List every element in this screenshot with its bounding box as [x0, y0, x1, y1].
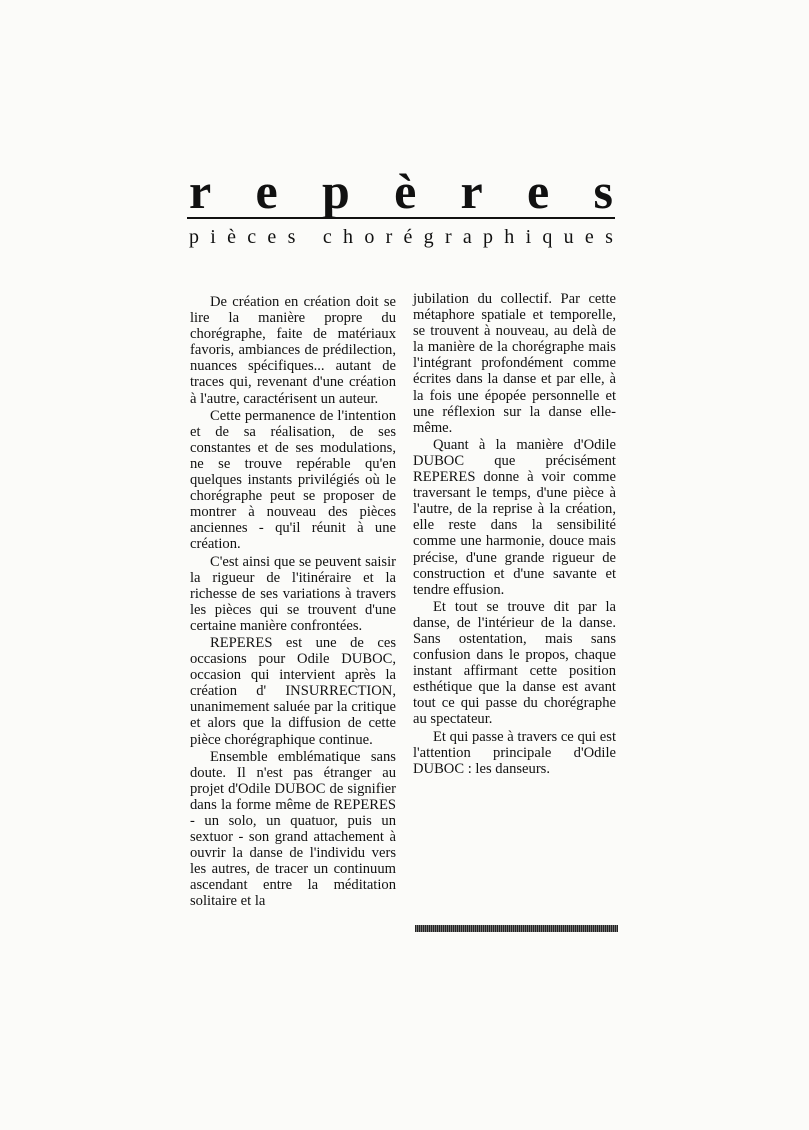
title-letter: r — [460, 163, 483, 219]
subtitle-letter: o — [364, 226, 375, 248]
body-paragraph: C'est ainsi que se peuvent saisir la rigueur de l'itinéraire et la richesse de ses variations à travers les pièces qui se trouvent d'une certaine manière confrontées. — [190, 553, 396, 634]
subtitle-letter: s — [287, 226, 296, 248]
subtitle-letter: p — [483, 226, 494, 248]
subtitle-word-gap — [307, 225, 312, 249]
title-letter: e — [255, 163, 278, 219]
subtitle-letter: s — [605, 226, 613, 248]
body-paragraph: REPERES est une de ces occasions pour Odile DUBOC, occasion qui intervient après la création d' INSURRECTION, unanimement saluée par la critique et alors que la diffusion de cette pièce chorégraphique continue. — [190, 634, 396, 748]
subtitle-letter: i — [525, 226, 532, 248]
body-paragraph: De création en création doit se lire la manière propre du chorégraphe, faite de matériaux favoris, ambiances de prédilection, nuances spécifiques... autant de traces qui, revenant d'une création à l'autre, caractérisent un auteur. — [190, 294, 396, 407]
subtitle-letter: c — [322, 226, 332, 248]
subtitle-letter: e — [584, 226, 594, 248]
subtitle-letter: p — [189, 226, 199, 248]
body-paragraph: Et qui passe à travers ce qui est l'attention principale d'Odile DUBOC : les danseurs. — [413, 728, 616, 777]
subtitle-letter: i — [210, 226, 216, 248]
body-paragraph: jubilation du collectif. Par cette métaphore spatiale et temporelle, se trouvent à nouveau, au delà de la manière de la chorégraphe mais l'intégrant profondément comme écrites dans la danse et par elle, à la fois une épopée personnelle et une réflexion sur la danse elle-même. — [413, 291, 616, 436]
subtitle-letter: r — [444, 226, 452, 248]
subtitle-letter: r — [385, 226, 393, 248]
body-paragraph: Cette permanence de l'intention et de sa réalisation, de ses constantes et de ses modulations, ne se trouve repérable qu'en quelques instants privilégiés où le chorégraphe peut se proposer de montrer à nouveau des pièces anciennes - qu'il réunit à une création. — [190, 407, 396, 553]
subtitle-letter: h — [504, 226, 515, 248]
subtitle-letter: è — [227, 226, 236, 248]
subtitle-letter: g — [423, 226, 434, 248]
left-column — [190, 294, 396, 911]
body-paragraph: Ensemble emblématique sans doute. Il n'est pas étranger au projet d'Odile DUBOC de signifier dans la forme même de REPERES - un solo, un quatuor, puis un sextuor - son grand attachement à ouvrir la danse de l'individu vers les autres, de tracer un continuum ascendant entre la méditation solitaire et la — [190, 748, 396, 910]
page-title — [187, 165, 615, 217]
subtitle-letter: q — [542, 226, 553, 248]
title-letter: r — [189, 163, 212, 219]
page-subtitle — [187, 225, 615, 249]
subtitle-letter: a — [462, 226, 472, 248]
subtitle-letter: c — [247, 226, 257, 248]
subtitle-letter: é — [403, 226, 413, 248]
subtitle-letter: e — [267, 226, 277, 248]
right-column — [413, 291, 616, 778]
title-letter: p — [321, 163, 350, 219]
end-of-article-bar — [415, 925, 618, 932]
subtitle-letter: u — [563, 226, 574, 248]
subtitle-letter: h — [343, 226, 354, 248]
title-letter: è — [394, 163, 417, 219]
page-header — [187, 165, 615, 249]
title-letter: e — [527, 163, 550, 219]
body-paragraph: Et tout se trouve dit par la danse, de l'intérieur de la danse. Sans ostentation, mais sans confusion dans le propos, chaque instant affirmant cette position esthétique que la danse est avant tout ce qui passe du chorégraphe au spectateur. — [413, 598, 616, 728]
body-paragraph: Quant à la manière d'Odile DUBOC que précisément REPERES donne à voir comme traversant le temps, d'une pièce à l'autre, de la reprise à la création, elle reste dans la sensibilité comme une harmonie, douce mais précise, d'une grande rigueur de construction et d'une savante et tendre effusion. — [413, 436, 616, 598]
title-letter: s — [593, 163, 613, 219]
